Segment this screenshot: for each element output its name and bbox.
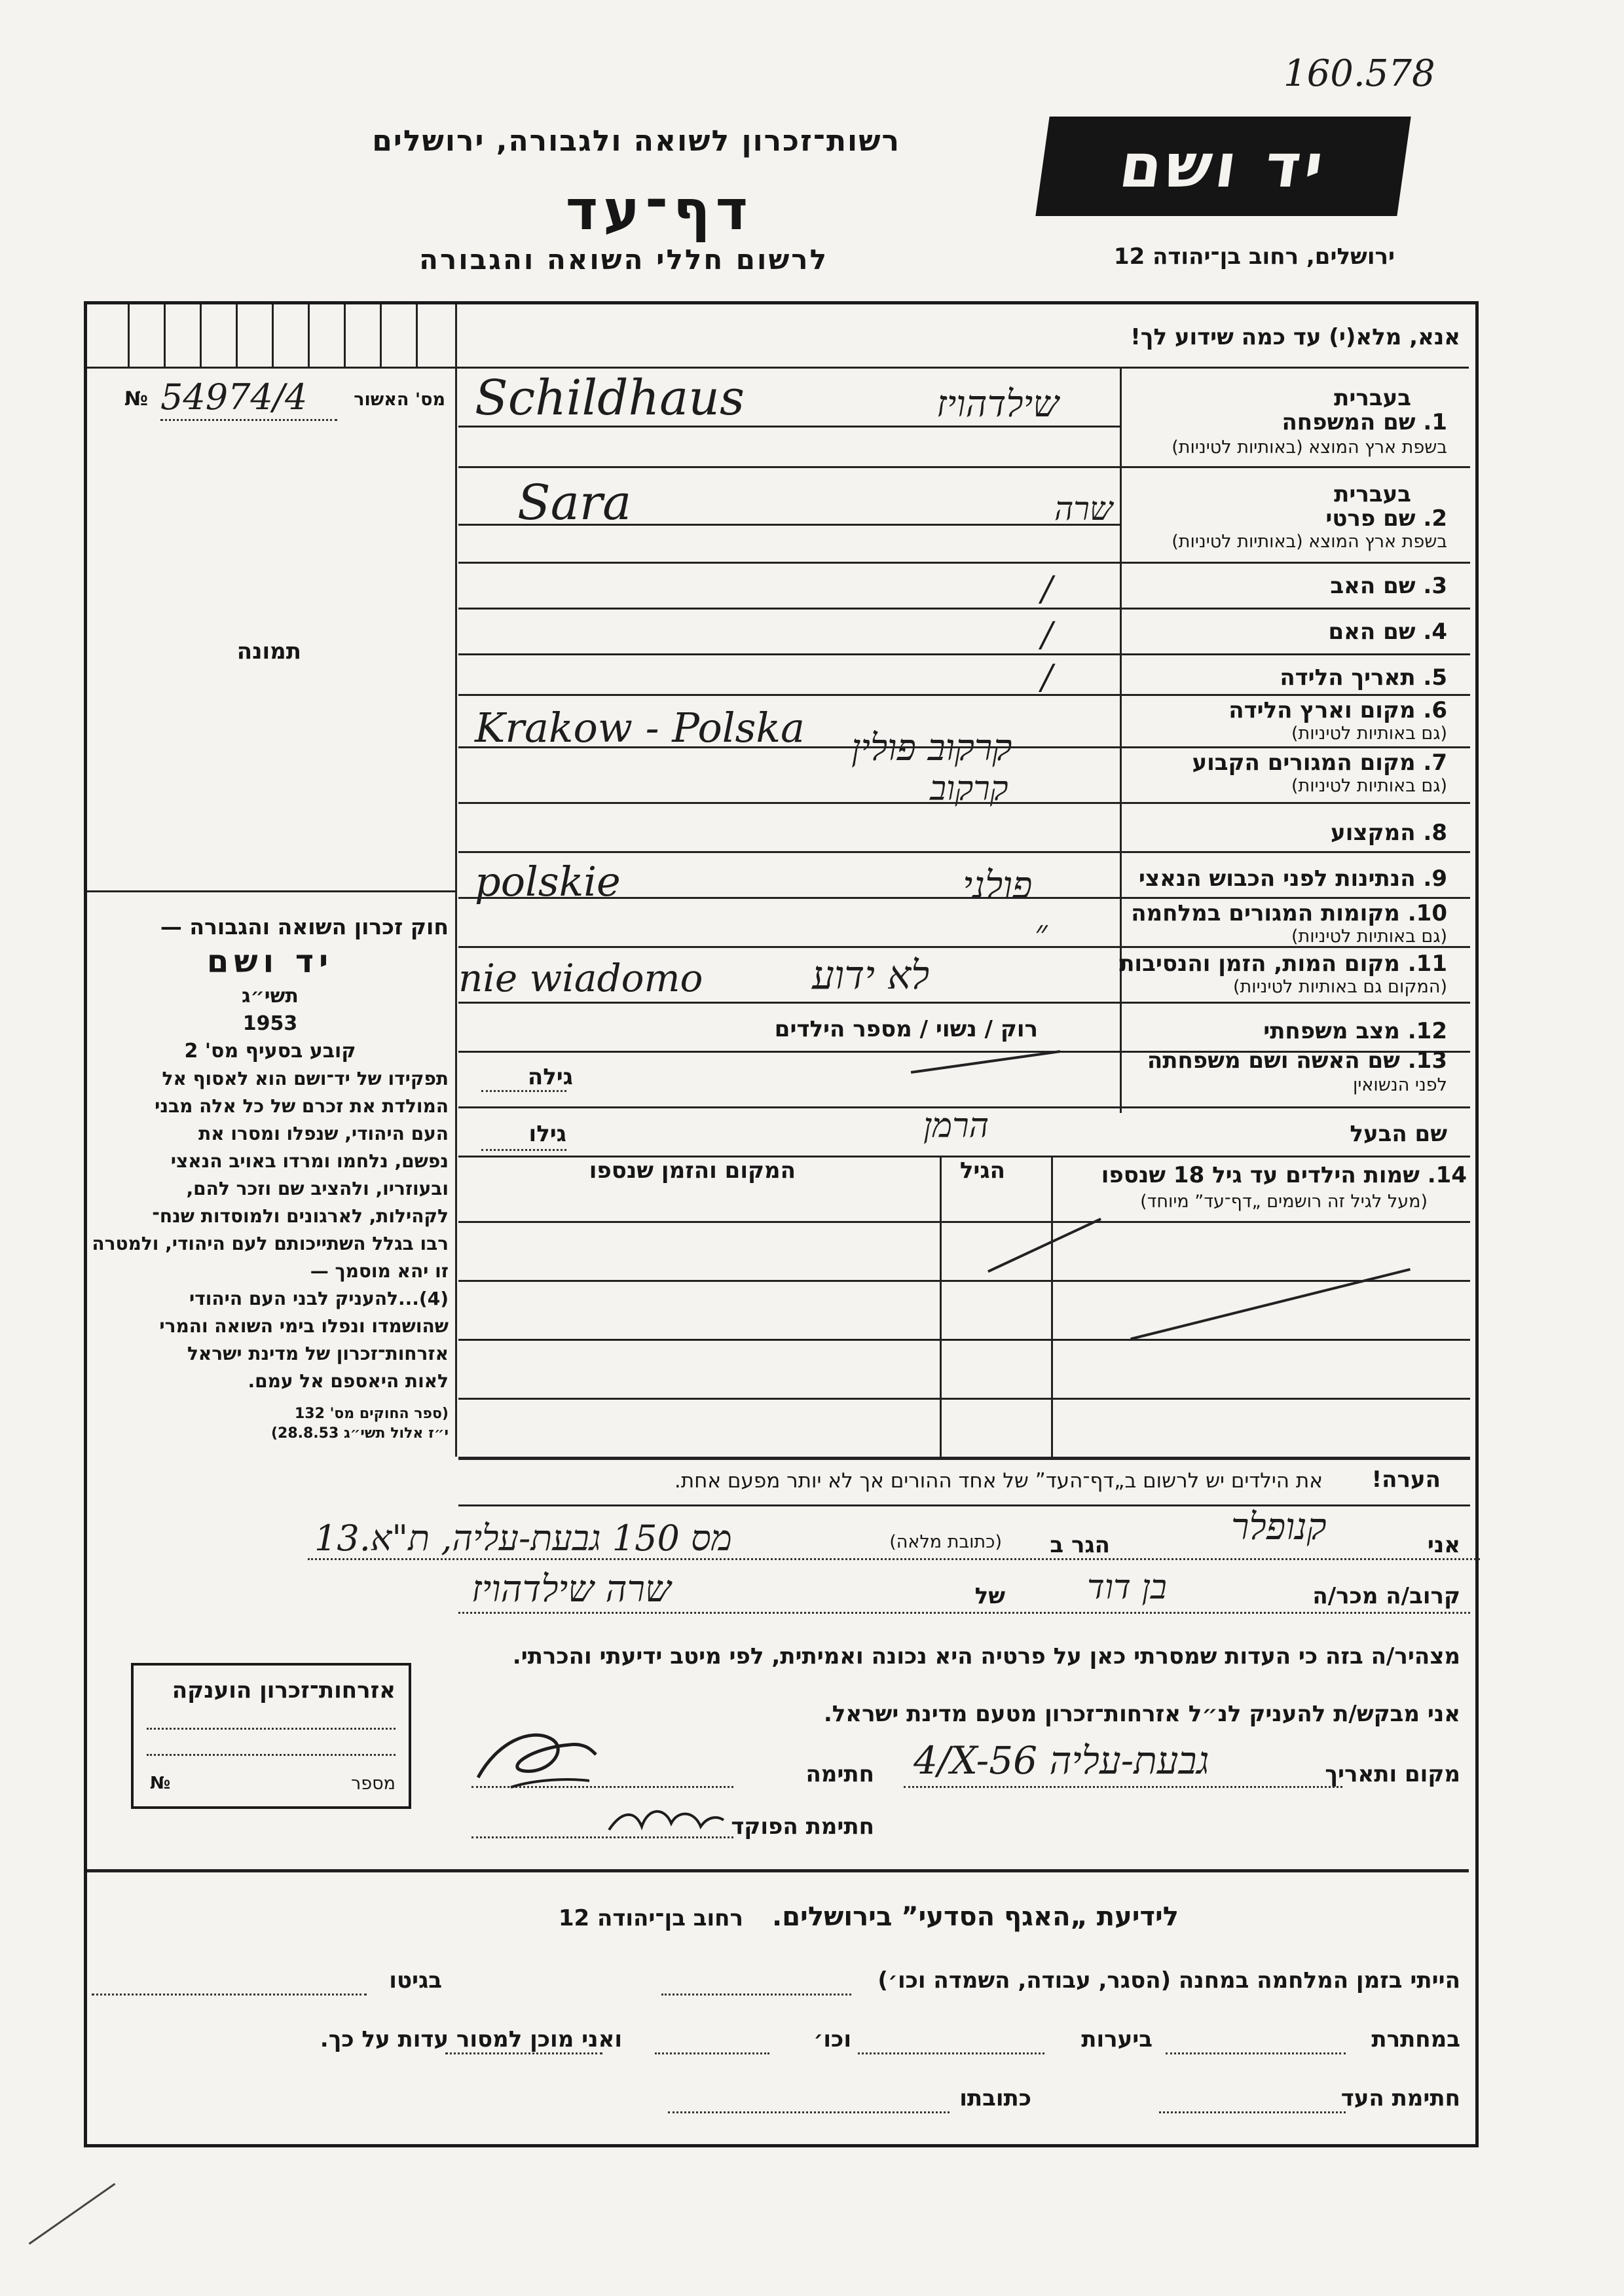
tick bbox=[380, 304, 382, 367]
rule bbox=[458, 897, 1470, 899]
law-footnote: (ספר החוקים מס' 132 bbox=[294, 1406, 449, 1422]
info-line bbox=[92, 1994, 367, 1995]
sidebar-law bbox=[92, 913, 449, 1444]
info-line3-a: חתימת העד bbox=[1340, 2085, 1460, 2111]
of-value: שרה שילדהויז bbox=[471, 1568, 671, 1611]
declarant-name: קנופלר bbox=[1231, 1506, 1327, 1548]
relative-label: קרוב/ה מכר/ה bbox=[1312, 1583, 1460, 1609]
rule bbox=[458, 1221, 1470, 1223]
rule bbox=[458, 1002, 1470, 1004]
field-3-value: / bbox=[1041, 570, 1053, 609]
rule bbox=[458, 802, 1470, 804]
authority-name: רשות־זכרון לשואה ולגבורה, ירושלים bbox=[372, 124, 900, 158]
labels-divider bbox=[1120, 367, 1122, 1113]
field-2-value-hebrew: שרה bbox=[1054, 490, 1113, 528]
tick bbox=[128, 304, 130, 367]
law-clause: קובע בסעיף מס' 2 bbox=[184, 1040, 356, 1063]
marital-options: רוק / נשוי / מספר הילדים bbox=[774, 1016, 1038, 1042]
declarant-i-label: אני bbox=[1427, 1532, 1460, 1558]
field-1-value-hebrew: שילדהויז bbox=[936, 383, 1059, 426]
declarant-signature bbox=[471, 1715, 602, 1794]
archive-number: 160.578 bbox=[1283, 52, 1435, 95]
info-line3-b: כתובתו bbox=[959, 2085, 1031, 2111]
field-4-value: / bbox=[1041, 615, 1053, 655]
resides-label: הגר ב bbox=[1050, 1532, 1110, 1558]
info-line2-c: וכו׳ bbox=[813, 2026, 851, 2052]
field-1-sub: בשפת ארץ המוצא (באותיות לטיניות) bbox=[1172, 437, 1447, 458]
age-label: גילה bbox=[527, 1064, 573, 1090]
registration-line bbox=[160, 419, 337, 421]
rule bbox=[458, 562, 1470, 564]
field-9-value-latin: polskie bbox=[475, 858, 621, 905]
field-2-hebrew-label: בעברית bbox=[1334, 481, 1411, 507]
place-date-line bbox=[904, 1786, 1342, 1788]
rule bbox=[458, 1398, 1470, 1400]
rule bbox=[458, 746, 1470, 748]
citizenship-number-label: מספר bbox=[351, 1774, 396, 1794]
rule bbox=[458, 1339, 1470, 1341]
tick bbox=[200, 304, 202, 367]
rule bbox=[458, 946, 1470, 948]
section-rule bbox=[87, 1869, 1469, 1872]
info-line2-a: במחתרת bbox=[1371, 2026, 1460, 2052]
of-label: של bbox=[974, 1583, 1005, 1609]
law-line: לקהילות, לארגונים ולמוסדות שנח־ bbox=[152, 1205, 449, 1227]
field-7-label: 7. מקום המגורים הקבוע bbox=[1192, 750, 1447, 776]
col-divider bbox=[940, 1156, 942, 1457]
law-line: העם היהודי, שנפלו ומסרו את bbox=[198, 1123, 449, 1144]
children-label: 14. שמות הילדים עד גיל 18 שנספו bbox=[1101, 1162, 1467, 1188]
field-6-value-hebrew: קרקוב פולין bbox=[851, 727, 1012, 769]
law-line: רבו בגלל השתייכותם לעם היהודי, ולמטרה זו יהא מוסמך — bbox=[92, 1233, 449, 1282]
address: ירושלים, רחוב בן־יהודה 12 bbox=[1113, 244, 1395, 270]
law-line: לאות היאספם אל עמם. bbox=[248, 1370, 449, 1392]
registration-label: מס' האשור bbox=[354, 390, 445, 410]
law-line: המולדת את זכרם של כל אלה מבני bbox=[155, 1095, 449, 1117]
field-1-value-latin: Schildhaus bbox=[475, 370, 745, 426]
field-11-value-hebrew: לא ידוע bbox=[812, 953, 930, 998]
law-line: ובעוזריו, ולהציב שם וזכר להם, bbox=[186, 1178, 449, 1199]
field-5-label: 5. תאריך הלידה bbox=[1280, 665, 1447, 691]
info-line bbox=[661, 1994, 851, 1995]
info-line1-b: בגיטו bbox=[389, 1967, 442, 1994]
tick bbox=[236, 304, 238, 367]
note-text: את הילדים יש לרשום ב„דף־העד” של אחד ההורים אך לא יותר מפעם אחת. bbox=[674, 1469, 1323, 1493]
field-11-sub: (המקום גם באותיות לטיניות) bbox=[1232, 977, 1447, 997]
stray-mark bbox=[29, 2183, 116, 2244]
tick bbox=[416, 304, 418, 367]
law-year: 1953 bbox=[242, 1012, 298, 1035]
rule bbox=[458, 466, 1470, 468]
field-9-value-hebrew: פולני bbox=[963, 863, 1033, 907]
field-9-label: 9. הנתינות לפני הכבוש הנאצי bbox=[1138, 866, 1447, 892]
law-line: תפקידו של יד־ושם הוא לאסוף אל bbox=[162, 1068, 449, 1089]
relative-line bbox=[458, 1612, 1470, 1614]
law-name: יד ושם bbox=[206, 943, 334, 980]
law-line: שהושמדו ונפלו בימי השואה והמרי bbox=[159, 1315, 449, 1337]
field-10-sub: (גם באותיות לטיניות) bbox=[1291, 926, 1447, 947]
info-line2-b: ביערות bbox=[1081, 2026, 1153, 2052]
citizenship-box bbox=[131, 1663, 411, 1809]
field-7-value: קרקוב bbox=[930, 769, 1008, 809]
sidebar-photo-rule bbox=[87, 890, 455, 892]
tick bbox=[164, 304, 166, 367]
field-3-label: 3. שם האב bbox=[1330, 573, 1447, 599]
field-10-value: ״ bbox=[1035, 913, 1048, 953]
law-year-he: תשי״ג bbox=[242, 985, 299, 1008]
field-1-label: 1. שם המשפחה bbox=[1282, 409, 1447, 435]
rule bbox=[458, 851, 1470, 853]
info-title: לידיעת „האגף הסדעי” בירושלים. bbox=[772, 1902, 1179, 1932]
children-col-place: המקום והזמן שנספו bbox=[589, 1157, 796, 1184]
field-8-label: 8. המקצוע bbox=[1331, 820, 1447, 846]
info-line bbox=[668, 2111, 950, 2113]
law-line: אזרחות־זכרון של מדינת ישראל bbox=[187, 1343, 449, 1364]
logo-text: יד ושם bbox=[1115, 131, 1331, 201]
place-date-label: מקום ותאריך bbox=[1325, 1761, 1460, 1787]
husband-age-label: גילו bbox=[528, 1121, 566, 1147]
rule bbox=[458, 1457, 1470, 1460]
citizenship-line bbox=[147, 1754, 396, 1756]
field-5-value: / bbox=[1041, 658, 1053, 697]
top-rule bbox=[87, 367, 1469, 369]
children-sub: (מעל לגיל זה רושמים „דף־עד” מיוחד) bbox=[1140, 1192, 1428, 1212]
number-mark: № bbox=[124, 388, 149, 410]
rule bbox=[458, 524, 1120, 526]
info-address: רחוב בן־יהודה 12 bbox=[558, 1905, 743, 1931]
husband-label: שם הבעל bbox=[1350, 1121, 1447, 1147]
law-line: נפשם, נלחמו ומרדו באויב הנאצי bbox=[170, 1150, 449, 1172]
field-13-label: 13. שם האשה ושם משפחתה bbox=[1147, 1048, 1447, 1074]
address-value: 13.מס 150 גבעת-עליה, ת"א bbox=[314, 1518, 732, 1559]
info-line1-a: הייתי בזמן המלחמה במחנה (הסגר, עבודה, השמדה וכו׳) bbox=[877, 1967, 1460, 1994]
request-text: אני מבקש/ת להעניק לנ״ל אזרחות־זכרון מטעם מדינת ישראל. bbox=[823, 1701, 1460, 1727]
form-title: דף־עד bbox=[565, 178, 753, 242]
declaration-text: מצהיר/ה בזה כי העדות שמסרתי כאן על פרטיה היא נכונה ואמיתית, לפי מיטב ידיעתי והכרתי. bbox=[512, 1643, 1460, 1669]
field-6-sub: (גם באותיות לטיניות) bbox=[1291, 723, 1447, 744]
field-12-label: 12. מצב משפחתי bbox=[1263, 1018, 1447, 1044]
info-line2-d: ואני מוכן למסור עדות על כך. bbox=[320, 2026, 622, 2052]
sidebar-divider bbox=[455, 304, 457, 1457]
photo-label: תמונה bbox=[236, 638, 301, 665]
col-divider bbox=[1051, 1156, 1053, 1457]
tick bbox=[344, 304, 346, 367]
field-6-value-latin: Krakow - Polska bbox=[475, 704, 805, 752]
field-11-value-latin: nie wiadomo bbox=[458, 956, 703, 1000]
relation-value: בן דוד bbox=[1087, 1568, 1167, 1607]
info-line bbox=[858, 2052, 1044, 2054]
children-col-age: הגיל bbox=[959, 1157, 1005, 1184]
law-title: חוק זכרון השואה והגבורה — bbox=[160, 914, 449, 939]
declarant-line bbox=[308, 1558, 1480, 1560]
info-line bbox=[1159, 2111, 1346, 2113]
law-line: (4)...להעניק לבני העם היהודי bbox=[189, 1288, 449, 1309]
info-line bbox=[445, 2052, 602, 2054]
field-10-label: 10. מקומות המגורים במלחמה bbox=[1131, 900, 1447, 926]
place-date-value: 4/X-56 גבעת-עליה bbox=[913, 1738, 1209, 1783]
officer-signature bbox=[602, 1797, 727, 1843]
info-line bbox=[1166, 2052, 1346, 2054]
field-2-value-latin: Sara bbox=[517, 475, 632, 531]
instruction: אנא, מלא(י) עד כמה שידוע לך! bbox=[1130, 324, 1460, 350]
field-11-label: 11. מקום המות, הזמן והנסיבות bbox=[1119, 951, 1447, 977]
tick bbox=[308, 304, 310, 367]
rule bbox=[458, 608, 1470, 610]
citizenship-number-mark: № bbox=[150, 1774, 171, 1793]
signature-label: חתימה bbox=[805, 1761, 874, 1787]
rule bbox=[458, 694, 1470, 696]
rule bbox=[458, 426, 1120, 428]
yad-vashem-logo bbox=[1035, 117, 1411, 216]
info-line bbox=[655, 2052, 769, 2054]
form-subtitle: לרשום חללי השואה והגבורה bbox=[419, 244, 828, 276]
husband-value: הרמן bbox=[923, 1106, 989, 1146]
field-6-label: 6. מקום וארץ הלידה bbox=[1228, 697, 1447, 723]
rule bbox=[458, 653, 1470, 655]
age-line bbox=[481, 1090, 566, 1092]
citizenship-title: אזרחות־זכרון הוענקה bbox=[172, 1677, 396, 1704]
field-13-sub: לפני הנשואין bbox=[1352, 1075, 1447, 1095]
rule bbox=[458, 1280, 1470, 1282]
officer-label: חתימת הפוקד bbox=[731, 1813, 874, 1840]
address-label: (כתובת מלאה) bbox=[889, 1532, 1002, 1552]
field-2-label: 2. שם פרטי bbox=[1325, 505, 1447, 532]
field-1-hebrew-label: בעברית bbox=[1334, 385, 1411, 411]
law-footnote: י״ז אלול תשי״ג 28.8.53) bbox=[270, 1425, 449, 1442]
field-7-sub: (גם באותיות לטיניות) bbox=[1291, 776, 1447, 796]
note-label: הערה! bbox=[1371, 1467, 1441, 1493]
field-4-label: 4. שם האם bbox=[1328, 619, 1447, 645]
tick bbox=[272, 304, 274, 367]
field-2-sub: בשפת ארץ המוצא (באותיות לטיניות) bbox=[1172, 532, 1447, 552]
husband-age-line bbox=[481, 1149, 566, 1151]
registration-number: 54974/4 bbox=[160, 376, 308, 418]
citizenship-line bbox=[147, 1728, 396, 1730]
